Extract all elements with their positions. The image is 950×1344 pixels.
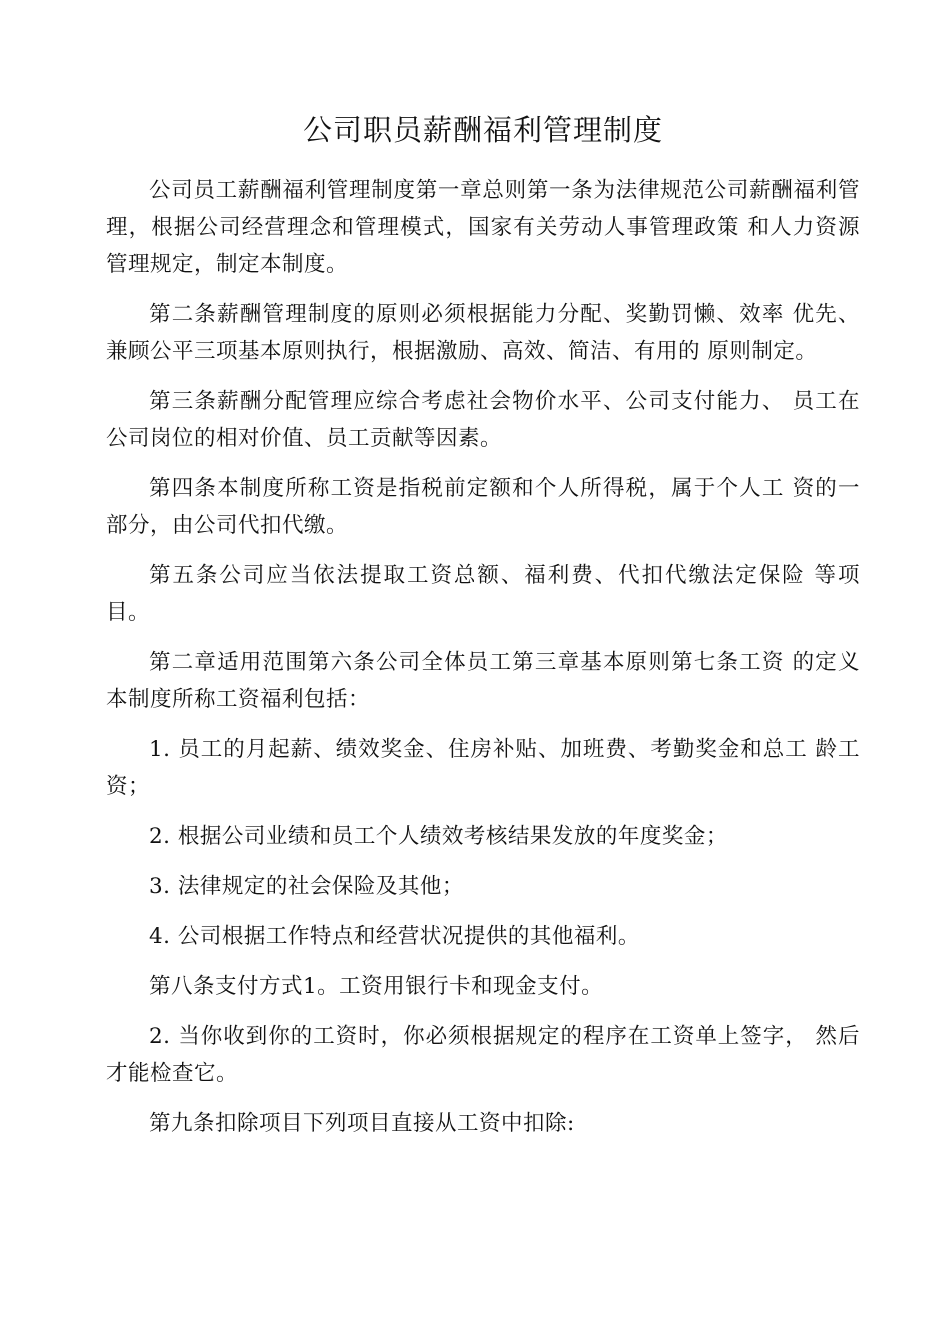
list-item-3: 3. 法律规定的社会保险及其他； — [149, 873, 464, 899]
paragraph-article-7: 第二章适用范围第六条公司全体员工第三章基本原则第七条工资 的定义本制度所称工资福利包括： — [106, 649, 860, 712]
paragraph-article-4: 第四条本制度所称工资是指税前定额和个人所得税，属于个人工 资的一部分，由公司代扣代缴。 — [106, 475, 860, 538]
list-item-4: 4. 公司根据工作特点和经营状况提供的其他福利。 — [149, 923, 640, 949]
paragraph-article-5: 第五条公司应当依法提取工资总额、福利费、代扣代缴法定保险 等项目。 — [106, 562, 860, 625]
paragraph-article-9: 第九条扣除项目下列项目直接从工资中扣除: — [149, 1110, 575, 1136]
list-item-1: 1. 员工的月起薪、绩效奖金、住房补贴、加班费、考勤奖金和总工 龄工资； — [106, 736, 860, 799]
document-title: 公司职员薪酬福利管理制度 — [302, 113, 663, 147]
paragraph-article-1: 公司员工薪酬福利管理制度第一章总则第一条为法律规范公司薪酬福利管理，根据公司经营理念和管理模式，国家有关劳动人事管理政策 和人力资源管理规定，制定本制度。 — [106, 177, 860, 277]
paragraph-article-8: 第八条支付方式1。工资用银行卡和现金支付。 — [149, 973, 604, 999]
list-item-2: 2. 根据公司业绩和员工个人绩效考核结果发放的年度奖金； — [149, 823, 728, 849]
paragraph-article-3: 第三条薪酬分配管理应综合考虑社会物价水平、公司支付能力、 员工在公司岗位的相对价值、员工贡献等因素。 — [106, 388, 860, 451]
paragraph-article-2: 第二条薪酬管理制度的原则必须根据能力分配、奖勤罚懒、效率 优先、兼顾公平三项基本原则执行，根据激励、高效、简洁、有用的 原则制定。 — [106, 301, 860, 364]
paragraph-article-8-item-2: 2. 当你收到你的工资时，你必须根据规定的程序在工资单上签字， 然后才能检查它。 — [106, 1023, 860, 1086]
